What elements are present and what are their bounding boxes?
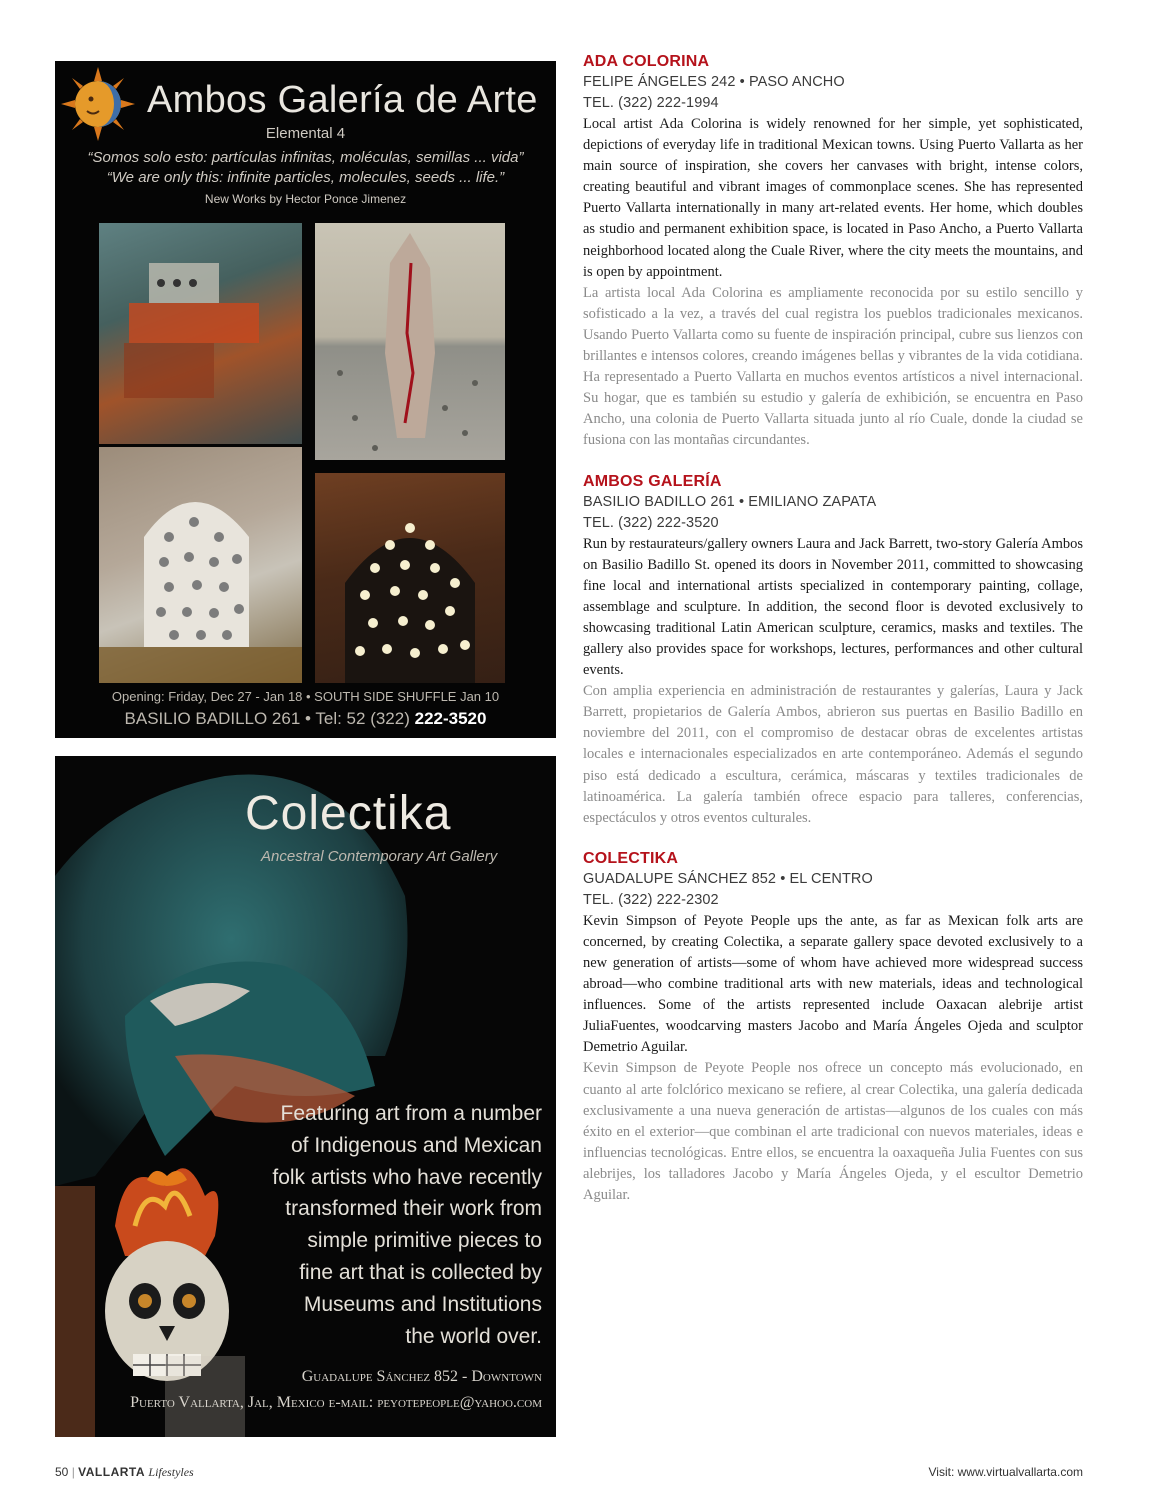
listing-text-english: Run by restaurateurs/gallery owners Laura and Jack Barrett, two-story Galería Ambos on Basilio Badillo St. opened its doors in November 2011, committed to showcasing fine local and international artists specialized in contemporary painting, collage, assemblage and sculpture. In addition, the second floor is devoted exclusively to showcasing traditional Latin American sculpture, ceramics, masks and textiles. The gallery also provides space for workshops, lectures, performances and other cultural events. bbox=[583, 535, 1083, 679]
listing-colectika bbox=[583, 849, 1083, 1206]
listing-name: AMBOS GALERÍA bbox=[583, 472, 722, 490]
ambos-ad-quote-es: “Somos solo esto: partículas infinitas, moléculas, semillas ... vida” bbox=[87, 149, 524, 166]
ambos-ad-quote-en: “We are only this: infinite particles, molecules, seeds ... life.” bbox=[106, 169, 505, 186]
magazine-brand: VALLARTA bbox=[78, 1465, 146, 1479]
magazine-brand-suffix: Lifestyles bbox=[148, 1465, 194, 1479]
listing-address: FELIPE ÁNGELES 242 • PASO ANCHO bbox=[583, 74, 845, 90]
listing-ambos-galeria bbox=[583, 472, 1083, 829]
page-footer-left: 50 | VALLARTA Lifestyles bbox=[55, 1465, 194, 1479]
colectika-ad-title: Colectika bbox=[245, 787, 452, 840]
listing-name: ADA COLORINA bbox=[583, 53, 710, 70]
colectika-ad-line: of Indigenous and Mexican bbox=[290, 1133, 542, 1157]
ambos-ad-phone: 222-3520 bbox=[414, 709, 487, 728]
colectika-ad bbox=[55, 756, 556, 1437]
ambos-ad-address-line bbox=[55, 709, 556, 729]
skull-sculpture bbox=[105, 1168, 229, 1381]
ambos-ad-opening-dates: Opening: Friday, Dec 27 - Jan 18 • SOUTH SIDE SHUFFLE Jan 10 bbox=[111, 689, 500, 704]
listing-text-spanish: Con amplia experiencia en administración de restaurantes y galerías, Laura y Jack Barrett, propietarios de Galería Ambos, abrieron sus puertas en Basilio Badillo en noviembre del 2011, con el compromiso de destacar obras de excelentes artistas locales e internacionales especializados en arte contemporáneo. Además el segundo piso está dedicado a escultura, cerámica, máscaras y textiles tradicionales de latinoamérica. La galería también ofrece espacio para talleres, conferencias, espectáculos y otros eventos culturales. bbox=[583, 683, 1083, 826]
listing-ada-colorina bbox=[583, 52, 1083, 452]
painting-tower-red-line bbox=[315, 223, 505, 460]
colectika-ad-address: Guadalupe Sánchez 852 - Downtown bbox=[301, 1368, 542, 1385]
colectika-ad-contact: Puerto Vallarta, Jal, Mexico e-mail: peyotepeople@yahoo.com bbox=[130, 1394, 542, 1411]
ambos-ad-artist: New Works by Hector Ponce Jimenez bbox=[204, 192, 407, 206]
ambos-ad-address: BASILIO BADILLO 261 • Tel: 52 (322) bbox=[124, 709, 415, 728]
ambos-ad-title: Ambos Galería de Arte bbox=[147, 79, 538, 121]
listing-text-english: Kevin Simpson of Peyote People ups the ante, as far as Mexican folk arts are concerned, by creating Colectika, a separate gallery space devoted exclusively to a new generation of artists—some of whom have achieved more widespread success abroad—who combine traditional arts with new materials, ideas and technological influences. Some of the artists represented include Oaxacan alebrije artist JuliaFuentes, woodcarving masters Jacobo and María Ángeles Ojeda and sculptor Demetrio Aguilar. bbox=[583, 912, 1083, 1056]
ambos-gallery-ad bbox=[55, 61, 556, 738]
website-link[interactable]: Visit: www.virtualvallarta.com bbox=[928, 1465, 1083, 1479]
listing-phone: TEL. (322) 222-3520 bbox=[583, 514, 719, 531]
colectika-ad-body bbox=[272, 1098, 542, 1352]
listing-phone: TEL. (322) 222-1994 bbox=[583, 95, 719, 111]
colectika-ad-subtitle: Ancestral Contemporary Art Gallery bbox=[261, 848, 498, 865]
listing-address: GUADALUPE SÁNCHEZ 852 • EL CENTRO bbox=[583, 870, 873, 887]
colectika-ad-line: the world over. bbox=[405, 1324, 542, 1348]
listing-text-spanish: La artista local Ada Colorina es ampliamente reconocida por su estilo sencillo y sofisticado a la vez, a través del cual registra los pueblos tradicionales mexicanos. Usando Puerto Vallarta como su fuente de inspiración principal, cubre sus lienzos con brillantes e intensos colores, creando imágenes bellas y vibrantes de la vida cotidiana. Ha representado a Puerto Vallarta en muchos eventos artísticos a nivel internacional. Su hogar, que es también su estudio y galería de exhibición, se encuentra en Paso Ancho, una colonia de Puerto Vallarta situada junto al río Cuale, donde la ciudad se fusiona con las montañas circundantes. bbox=[583, 284, 1083, 449]
painting-house-orange bbox=[99, 223, 302, 444]
listing-text-english: Local artist Ada Colorina is widely renowned for her simple, yet sophisticated, depictions of everyday life in traditional Mexican towns. Using Puerto Vallarta as her main source of inspiration, she covers her canvases with bright, intense colors, creating beautiful and vibrant images of commonplace scenes. She has represented Puerto Vallarta internationally in many art-related events. Her home, which doubles as studio and permanent exhibition space, is located in Paso Ancho, a Puerto Vallarta neighborhood located along the Cuale River, where the city meets the mountains, and is open by appointment. bbox=[583, 116, 1083, 280]
colectika-ad-line: transformed their work from bbox=[285, 1197, 542, 1221]
colectika-ad-line: Featuring art from a number bbox=[280, 1102, 542, 1125]
colectika-ad-line: fine art that is collected by bbox=[299, 1260, 542, 1284]
colectika-ad-line: Museums and Institutions bbox=[303, 1292, 542, 1316]
ambos-ad-show-name: Elemental 4 bbox=[265, 125, 346, 142]
painting-dark-dome-lights bbox=[315, 473, 505, 683]
page-number: 50 bbox=[55, 1465, 69, 1479]
listing-text-spanish: Kevin Simpson de Peyote People nos ofrece un concepto más evolucionado, en cuanto al arte folclórico mexicano se refiere, al crear Colectika, una galería dedicada exclusivamente a una nueva generación de artistas—algunos de los cuales con más éxito en el exterior—que combinan el arte tradicional con nuevos materiales, ideas e influencias tecnológicas. Entre ellos, se encuentra la oaxaqueña Julia Fuentes con sus alebrijes, los talladores Jacobo y María Ángeles Ojeda, y el escultor Demetrio Aguilar. bbox=[583, 1060, 1083, 1204]
listing-name: COLECTIKA bbox=[583, 849, 679, 867]
gallery-listings-column bbox=[583, 52, 1083, 1226]
painting-white-dome-dots bbox=[99, 447, 302, 683]
colectika-ad-line: simple primitive pieces to bbox=[307, 1229, 542, 1253]
listing-address: BASILIO BADILLO 261 • EMILIANO ZAPATA bbox=[583, 493, 877, 510]
colectika-ad-line: folk artists who have recently bbox=[272, 1165, 542, 1189]
listing-phone: TEL. (322) 222-2302 bbox=[583, 891, 719, 908]
